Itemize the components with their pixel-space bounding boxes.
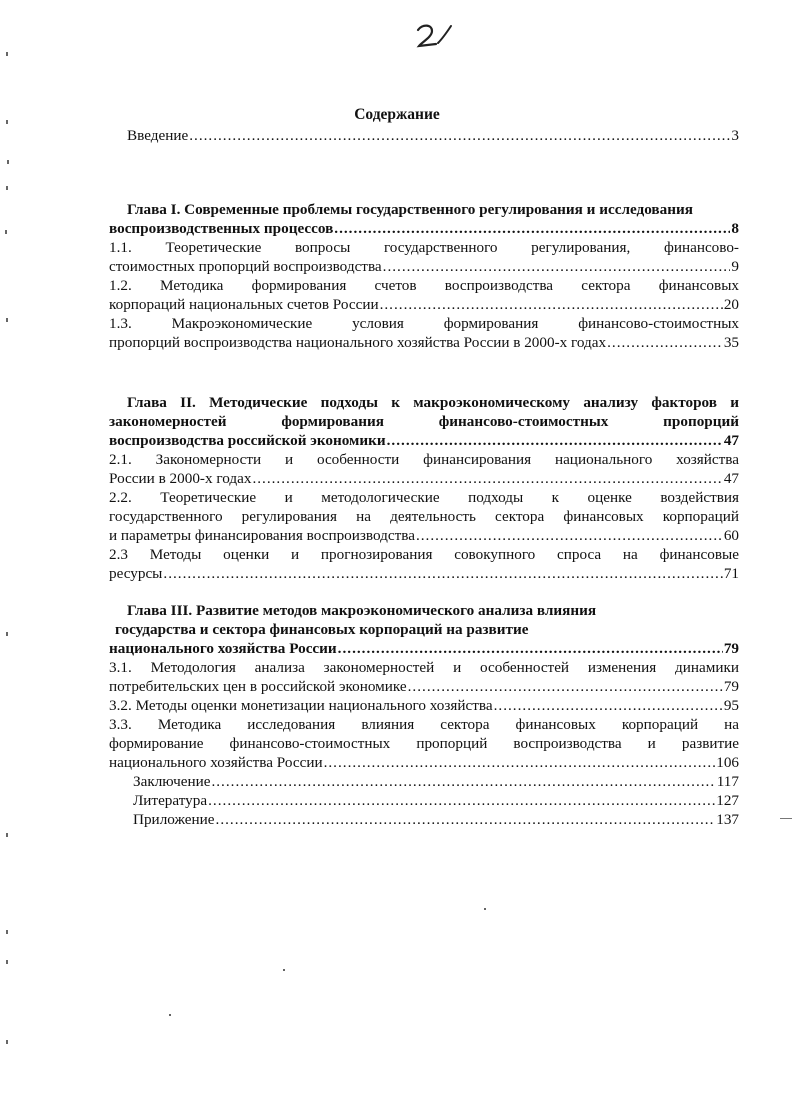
- dot-leader: [383, 257, 731, 276]
- scan-mark: [6, 960, 8, 964]
- toc-page: 106: [716, 754, 739, 771]
- section-line: 1.2. Методика формирования счетов воспроизводства сектора финансовых: [109, 277, 739, 294]
- handwritten-page-number-text: 2: [414, 22, 415, 23]
- toc-chapter-3: [109, 601, 739, 829]
- section-entry: [109, 469, 739, 488]
- dot-leader: [163, 564, 722, 583]
- toc-label: корпораций национальных счетов России: [109, 296, 379, 313]
- toc-entry-references: [109, 791, 739, 810]
- toc-page: 137: [716, 811, 739, 828]
- toc-label: Литература: [133, 792, 208, 809]
- toc-page: 79: [723, 640, 739, 657]
- dot-leader: [324, 753, 716, 772]
- dot-leader: [408, 677, 723, 696]
- chapter-heading: Глава I. Современные проблемы государственного регулирования и исследования: [127, 201, 693, 218]
- toc-label: 3.2. Методы оценки монетизации национального хозяйства: [109, 697, 493, 714]
- scan-speck: [169, 1014, 171, 1016]
- toc-entry-intro: [109, 126, 739, 145]
- toc-page: 3: [731, 127, 739, 144]
- scan-mark: [7, 160, 9, 164]
- toc-page: 8: [731, 220, 739, 237]
- toc-intro: [109, 126, 739, 145]
- scan-mark: [6, 318, 8, 322]
- toc-page: 20: [723, 296, 739, 313]
- dot-leader: [494, 696, 723, 715]
- section-line: 2.3 Методы оценки и прогнозирования совокупного спроса на финансовые: [109, 546, 739, 563]
- toc-label: национального хозяйства России: [109, 640, 337, 657]
- dot-leader: [208, 791, 715, 810]
- toc-label: ресурсы: [109, 565, 163, 582]
- section-line: 1.3. Макроэкономические условия формирования финансово-стоимостных: [109, 315, 739, 332]
- section-entry: [109, 257, 739, 276]
- scan-mark: [780, 818, 792, 819]
- toc-page: 60: [723, 527, 739, 544]
- dot-leader: [416, 526, 723, 545]
- chapter-heading: Глава III. Развитие методов макроэкономического анализа влияния: [127, 602, 597, 619]
- section-entry: [109, 564, 739, 583]
- section-line: 2.1. Закономерности и особенности финансирования национального хозяйства: [109, 451, 739, 468]
- toc-entry-appendix: [109, 810, 739, 829]
- toc-label: пропорций воспроизводства национального хозяйства России в 2000-х годах: [109, 334, 607, 351]
- dot-leader: [607, 333, 723, 352]
- scan-speck: [283, 969, 285, 971]
- chapter-heading-last: [109, 431, 739, 450]
- toc-page: 79: [723, 678, 739, 695]
- section-entry: [109, 696, 739, 715]
- toc-label: Введение: [127, 127, 189, 144]
- dot-leader: [252, 469, 722, 488]
- section-line: государственного регулирования на деятельность сектора финансовых корпораций: [109, 508, 739, 525]
- scan-speck: [484, 908, 486, 910]
- section-line: 2.2. Теоретические и методологические подходы к оценке воздействия: [109, 489, 739, 506]
- scan-mark: [6, 186, 8, 190]
- section-line: 3.3. Методика исследования влияния сектора финансовых корпораций на: [109, 716, 739, 733]
- chapter-heading: закономерностей формирования финансово-стоимостных пропорций: [109, 413, 739, 430]
- toc-page: 117: [716, 773, 739, 790]
- chapter-heading: Глава II. Методические подходы к макроэкономическому анализу факторов и: [127, 394, 739, 411]
- toc-label: национального хозяйства России: [109, 754, 323, 771]
- toc-label: стоимостных пропорций воспроизводства: [109, 258, 382, 275]
- scan-mark: [6, 1040, 8, 1044]
- handwritten-page-number: [414, 22, 454, 50]
- section-line: 3.1. Методология анализа закономерностей и особенностей изменения динамики: [109, 659, 739, 676]
- toc-page: 9: [731, 258, 739, 275]
- toc-page: 95: [723, 697, 739, 714]
- toc-label: Приложение: [133, 811, 215, 828]
- toc-entry-conclusion: [109, 772, 739, 791]
- toc-page: 35: [723, 334, 739, 351]
- toc-label: России в 2000-х годах: [109, 470, 252, 487]
- toc-page: 47: [723, 470, 739, 487]
- dot-leader: [216, 810, 716, 829]
- toc-label: воспроизводственных процессов: [109, 220, 334, 237]
- toc-label: Заключение: [133, 773, 211, 790]
- dot-leader: [387, 431, 723, 450]
- scan-mark: [6, 930, 8, 934]
- dot-leader: [380, 295, 723, 314]
- section-entry: [109, 295, 739, 314]
- toc-label: потребительских цен в российской экономике: [109, 678, 407, 695]
- toc-chapter-1: [109, 200, 739, 352]
- section-entry: [109, 677, 739, 696]
- scan-mark: [6, 52, 8, 56]
- scan-mark: [6, 632, 8, 636]
- toc-page: 127: [716, 792, 739, 809]
- toc-page: 71: [723, 565, 739, 582]
- scan-mark: [6, 120, 8, 124]
- chapter-heading-last: [109, 219, 739, 238]
- toc-label: воспроизводства российской экономики: [109, 432, 386, 449]
- scan-mark: [6, 833, 8, 837]
- scan-mark: [5, 230, 7, 234]
- chapter-heading-last: [109, 639, 739, 658]
- section-entry: [109, 753, 739, 772]
- section-line: формирование финансово-стоимостных пропорций воспроизводства и развитие: [109, 735, 739, 752]
- section-entry: [109, 526, 739, 545]
- toc-label: и параметры финансирования воспроизводства: [109, 527, 415, 544]
- section-line: 1.1. Теоретические вопросы государственного регулирования, финансово-: [109, 239, 739, 256]
- section-entry: [109, 333, 739, 352]
- page-title: Содержание: [354, 106, 440, 123]
- dot-leader: [334, 219, 730, 238]
- toc-page: 47: [723, 432, 739, 449]
- toc-chapter-2: [109, 393, 739, 583]
- dot-leader: [338, 639, 723, 658]
- dot-leader: [211, 772, 715, 791]
- dot-leader: [189, 126, 730, 145]
- chapter-heading: государства и сектора финансовых корпораций на развитие: [115, 621, 529, 638]
